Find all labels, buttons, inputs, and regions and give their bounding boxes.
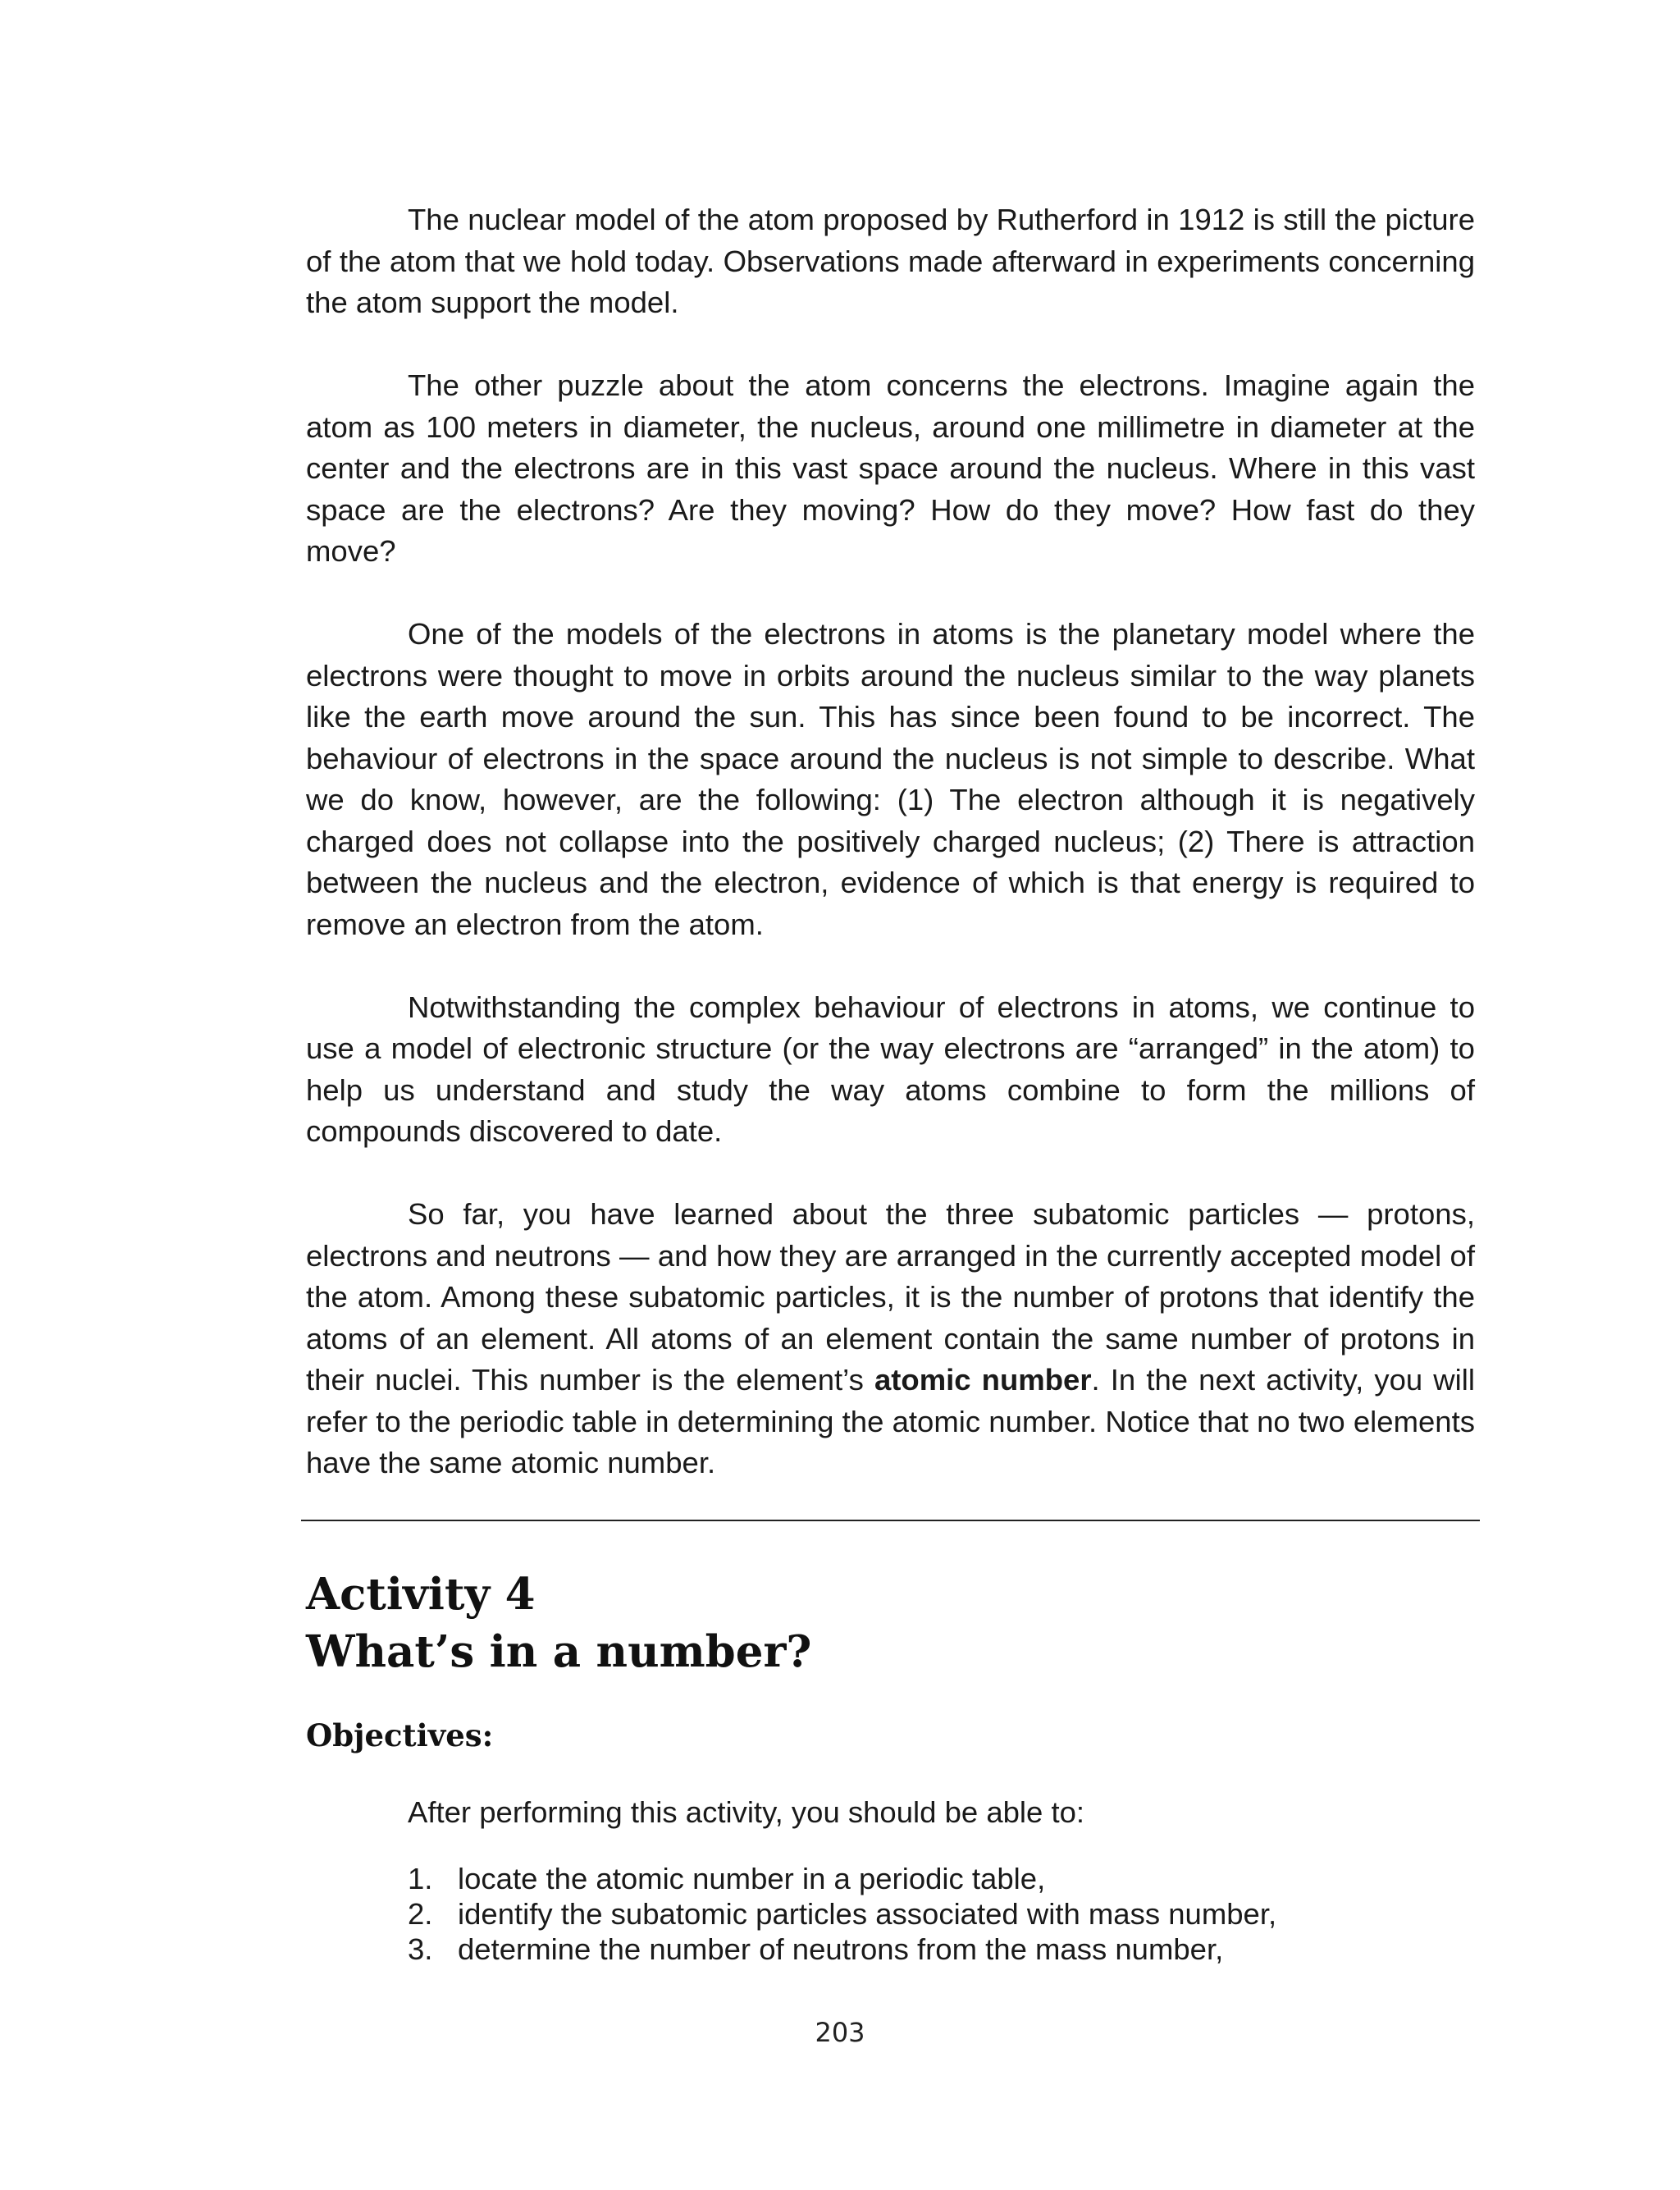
activity-title-name: What’s in a number?: [306, 1626, 812, 1677]
paragraph-electronic-structure: Notwithstanding the complex behaviour of electrons in atoms, we continue to use a model of electronic structure (or the way electrons are “arranged” in the atom) to help us understand and study the way atoms combine to form the millions of compounds discovered to date.: [306, 990, 1475, 1148]
objectives-heading: Objectives:: [306, 1717, 494, 1753]
paragraph-rutherford-model: The nuclear model of the atom proposed by Rutherford in 1912 is still the picture of the atom that we hold today. Observations made afterward in experiments concerning the atom support the model.: [306, 203, 1475, 319]
paragraph-electron-puzzle: The other puzzle about the atom concerns the electrons. Imagine again the atom as 100 meters in diameter, the nucleus, around one millimetre in diameter at the center and the electrons are in this vast space around the nucleus. Where in this vast space are the electrons? Are they moving? How do they move? How fast do they move?: [306, 368, 1475, 568]
page-number: 203: [815, 2017, 865, 2048]
list-item-text: identify the subatomic particles associated with mass number,: [458, 1897, 1277, 1931]
paragraph-atomic-number: [306, 1194, 1475, 1484]
paragraph-planetary-model: One of the models of the electrons in atoms is the planetary model where the electrons were thought to move in orbits around the nucleus similar to the way planets like the earth move around the sun. This has since been found to be incorrect. The behaviour of electrons in the space around the nucleus is not simple to describe. What we do know, however, are the following: (1) The electron although it is negatively charged does not collapse into the positively charged nucleus; (2) There is attraction between the nucleus and the electron, evidence of which is that energy is required to remove an electron from the atom.: [306, 617, 1475, 941]
objectives-intro: After performing this activity, you should be able to:: [408, 1795, 1085, 1829]
list-item-number: 2.: [408, 1897, 433, 1931]
list-item-text: determine the number of neutrons from the mass number,: [458, 1932, 1224, 1966]
paragraph-atomic-number-text-before: So far, you have learned about the three subatomic particles — protons, electrons and neutrons — and how they are arranged in the currently accepted model of the atom. Among these subatomic particles, it is the number of protons that identify the atoms of an element. All atoms of an element contain the same number of protons in their nuclei. This number is the element’s: [306, 1197, 1475, 1397]
activity-title: [306, 1566, 811, 1680]
body-text: [306, 199, 1475, 1484]
list-item: [408, 1861, 1276, 1896]
list-item: [408, 1932, 1276, 1967]
list-item-number: 1.: [408, 1862, 433, 1895]
atomic-number-term: atomic number: [874, 1363, 1092, 1397]
list-item: [408, 1896, 1276, 1932]
section-divider: [301, 1520, 1480, 1521]
activity-title-number: Activity 4: [306, 1569, 536, 1620]
list-item-text: locate the atomic number in a periodic table,: [458, 1862, 1046, 1895]
list-item-number: 3.: [408, 1932, 433, 1966]
objectives-list: [408, 1861, 1276, 1967]
paragraph-atomic-number-text-after: . In the next activity, you will refer to the periodic table in determining the atomic number. Notice that no two elements have the same atomic number.: [306, 1363, 1475, 1479]
